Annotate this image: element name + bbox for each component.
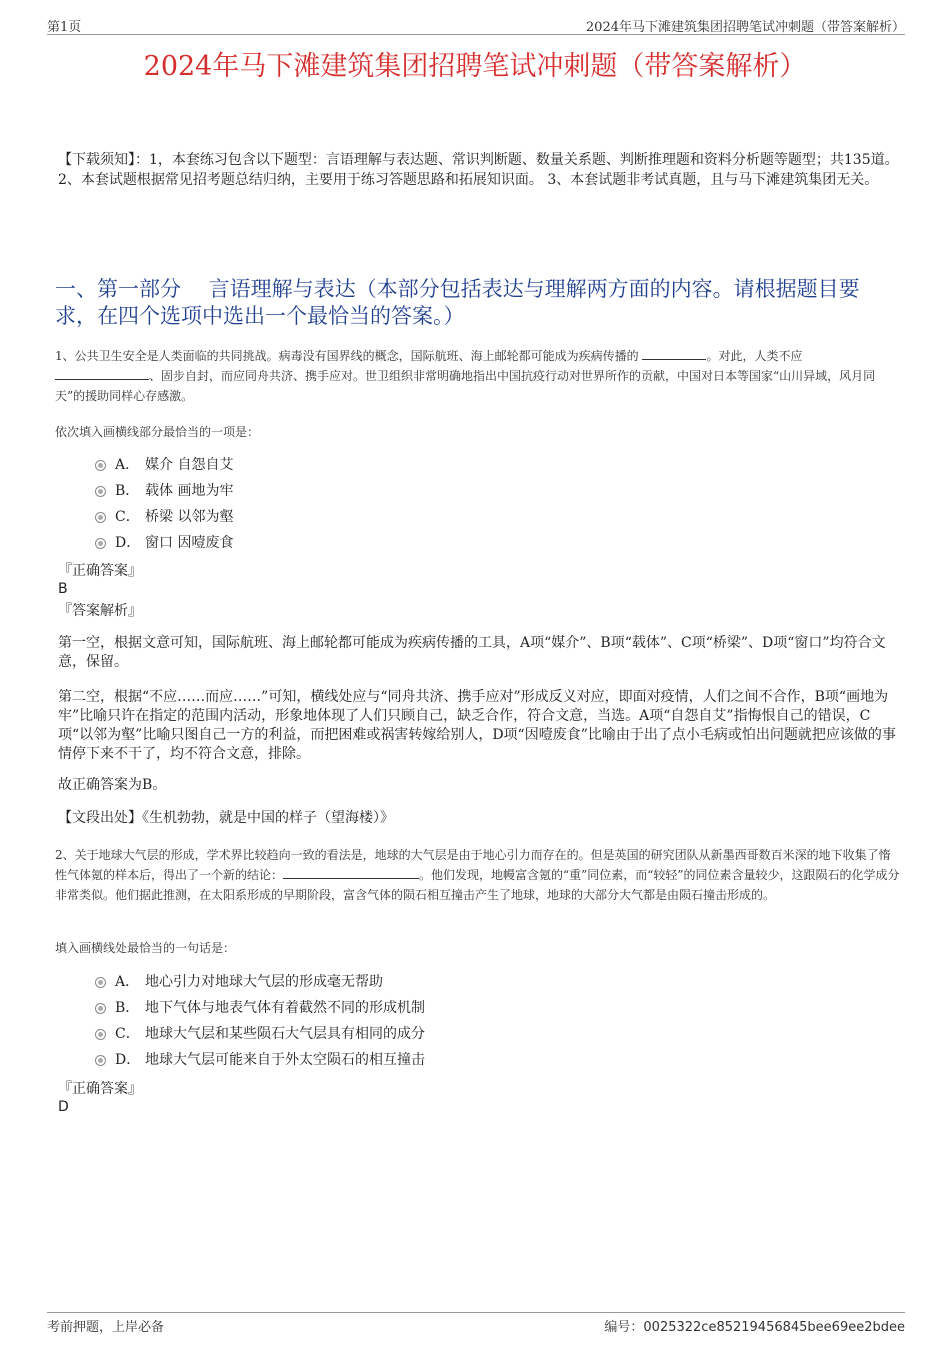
- radio-icon[interactable]: [95, 512, 106, 523]
- option-b[interactable]: B． 载体 画地为牢: [95, 478, 233, 504]
- option-c[interactable]: C． 桥梁 以邻为壑: [95, 504, 233, 530]
- option-d[interactable]: D． 地球大气层可能来自于外太空陨石的相互撞击: [95, 1047, 425, 1073]
- option-a[interactable]: A． 媒介 自怨自艾: [95, 452, 233, 478]
- analysis-conclusion: 故正确答案为B。: [58, 777, 167, 793]
- radio-icon[interactable]: [95, 460, 106, 471]
- answer-label: 『正确答案』: [58, 1081, 142, 1097]
- blank-2: [55, 367, 149, 380]
- question-1-prompt: 依次填入画横线部分最恰当的一项是：: [55, 425, 260, 439]
- footer-code: 编号：0025322ce85219456845bee69ee2bdee: [604, 1320, 905, 1335]
- radio-icon[interactable]: [95, 1029, 106, 1040]
- page-header: [47, 14, 905, 35]
- option-b[interactable]: B． 地下气体与地表气体有着截然不同的形成机制: [95, 995, 425, 1021]
- page-number: 第1页: [47, 20, 82, 35]
- page-footer: [47, 1312, 905, 1333]
- document-title: 2024年马下滩建筑集团招聘笔试冲刺题（带答案解析）: [143, 51, 807, 82]
- footer-slogan: 考前押题，上岸必备: [47, 1320, 165, 1335]
- option-d[interactable]: D． 窗口 因噎废食: [95, 530, 233, 556]
- question-1-text: 1、公共卫生安全是人类面临的共同挑战。病毒没有国界线的概念，国际航班、海上邮轮都可能成为疾病传播的 。对此，人类不应 、固步自封，而应同舟共济、携手应对。世卫组织非常明确地指出中国抗疫行动对世界所作的贡献，中国对日本等国家“山川异域，风月同天”的援助同样心存感激。: [55, 349, 876, 403]
- download-notice: 【下载须知】：1，本套练习包含以下题型：言语理解与表达题、常识判断题、数量关系题、判断推理题和资料分析题等题型；共135道。 2、本套试题根据常见招考题总结归纳，主要用于练习答题思路和拓展知识面。 3、本套试题非考试真题，且与马下滩建筑集团无关。: [58, 152, 899, 188]
- analysis-label: 『答案解析』: [58, 603, 142, 619]
- section-title: 一、第一部分 言语理解与表达（本部分包括表达与理解两方面的内容。请根据题目要求，在四个选项中选出一个最恰当的答案。）: [55, 277, 860, 328]
- question-2-options: [95, 969, 425, 1073]
- option-a[interactable]: A． 地心引力对地球大气层的形成毫无帮助: [95, 969, 425, 995]
- radio-icon[interactable]: [95, 1003, 106, 1014]
- answer-label: 『正确答案』: [58, 563, 142, 579]
- radio-icon[interactable]: [95, 538, 106, 549]
- analysis-paragraph-1: 第一空，根据文意可知，国际航班、海上邮轮都可能成为疾病传播的工具，A项“媒介”、B项“载体”、C项“桥梁”、D项“窗口”均符合文意，保留。: [58, 635, 886, 670]
- radio-icon[interactable]: [95, 977, 106, 988]
- option-c[interactable]: C． 地球大气层和某些陨石大气层具有相同的成分: [95, 1021, 425, 1047]
- answer-value: B: [58, 581, 68, 597]
- header-doc-title: 2024年马下滩建筑集团招聘笔试冲刺题（带答案解析）: [585, 20, 905, 35]
- blank-1: [642, 347, 706, 360]
- answer-value: D: [58, 1099, 69, 1115]
- radio-icon[interactable]: [95, 486, 106, 497]
- radio-icon[interactable]: [95, 1055, 106, 1066]
- question-2-text: 2、关于地球大气层的形成，学术界比较趋向一致的看法是，地球的大气层是由于地心引力而存在的。但是英国的研究团队从新墨西哥数百米深的地下收集了惰性气体氪的样本后，得出了一个新的结论： 。他们发现，地幔富含氪的“重”同位素，而“较轻”的同位素含量较少，这跟陨石的化学成分非常类似。他们据此推测，在太阳系形成的早期阶段，富含气体的陨石相互撞击产生了地球，地球的大部分大气都是由陨石撞击形成的。: [55, 848, 900, 902]
- question-1-options: [95, 452, 233, 556]
- analysis-paragraph-2: 第二空，根据“不应……而应……”可知，横线处应与“同舟共济、携手应对”形成反义对应，即面对疫情，人们之间不合作，B项“画地为牢”比喻只许在指定的范围内活动，形象地体现了人们只顾自己，缺乏合作，符合文意，当选。A项“自怨自艾”指悔恨自己的错误，C项“以邻为壑”比喻只图自己一方的利益，而把困难或祸害转嫁给别人，D项“因噎废食”比喻由于出了点小毛病或怕出问题就把应该做的事情停下来不干了，均不符合文意，排除。: [58, 689, 896, 762]
- blank-3: [283, 866, 419, 879]
- source-note: 【文段出处】《生机勃勃，就是中国的样子（望海楼）》: [58, 810, 394, 826]
- question-2-prompt: 填入画横线处最恰当的一句话是：: [55, 941, 236, 955]
